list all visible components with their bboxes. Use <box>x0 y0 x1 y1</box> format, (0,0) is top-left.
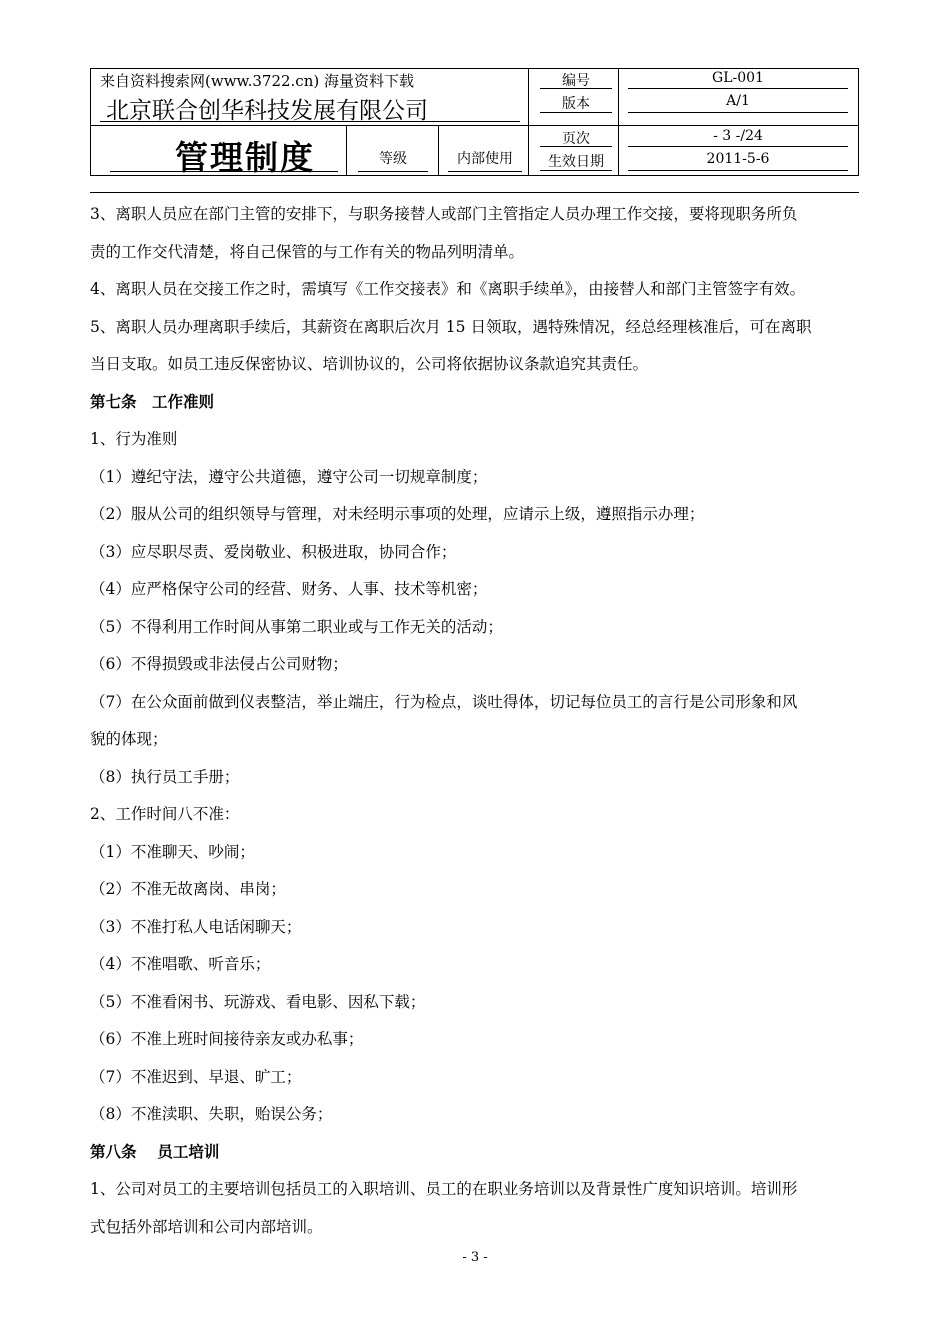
paragraph-line: 4、离职人员在交接工作之时，需填写《工作交接表》和《离职手续单》，由接替人和部门主管签字有效。 <box>90 280 806 298</box>
paragraph-line: （2）服从公司的组织领导与管理，对未经明示事项的处理，应请示上级，遵照指示办理； <box>90 505 705 523</box>
header-right-rule <box>858 68 859 176</box>
header-left-rule <box>90 68 91 176</box>
header-separator <box>90 192 859 193</box>
grade-underline <box>358 171 428 172</box>
version-value: A/1 <box>726 93 750 109</box>
section-heading-7: 第七条 工作准则 <box>90 392 215 411</box>
paragraph-line: 2、工作时间八不准： <box>90 805 240 823</box>
paragraph-line: （6）不得损毁或非法侵占公司财物； <box>90 655 348 673</box>
page-number: - 3 - <box>462 1250 488 1265</box>
paragraph-line: （7）在公众面前做到仪表整洁，举止端庄，行为检点，谈吐得体，切记每位员工的言行是公司形象和风 <box>90 692 798 711</box>
paragraph-line: （8）执行员工手册； <box>90 767 240 786</box>
paragraph-line: （4）应严格保守公司的经营、财务、人事、技术等机密； <box>90 580 488 598</box>
grade-label: 等级 <box>379 151 407 167</box>
paragraph-line: 貌的体现； <box>90 730 168 748</box>
section-heading-8: 第八条 员工培训 <box>90 1142 220 1161</box>
document-title: 管理制度 <box>175 138 315 177</box>
paragraph-line: （7）不准迟到、早退、旷工； <box>90 1067 302 1086</box>
paragraph-line: （5）不准看闲书、玩游戏、看电影、因私下载； <box>90 992 426 1011</box>
paragraph-line: 1、公司对员工的主要培训包括员工的入职培训、员工的在职业务培训以及背景性广度知识培训。培训形 <box>90 1180 798 1198</box>
value-underline-3 <box>628 146 848 147</box>
paragraph-line: 3、离职人员应在部门主管的安排下，与职务接替人或部门主管指定人员办理工作交接，要将现职务所负 <box>90 205 798 223</box>
paragraph-line: 1、行为准则 <box>90 430 178 448</box>
paragraph-line: 当日支取。如员工违反保密协议、培训协议的，公司将依据协议条款追究其责任。 <box>90 355 649 373</box>
grade-mid-vertical <box>438 125 439 175</box>
grade-value: 内部使用 <box>457 151 513 167</box>
source-note: 来自资料搜索网(www.3722.cn) 海量资料下载 <box>100 72 414 90</box>
paragraph-line: （8）不准渎职、失职，贻误公务； <box>90 1105 333 1123</box>
code-value: GL-001 <box>712 70 764 86</box>
header-mid-vertical <box>528 68 529 176</box>
date-label: 生效日期 <box>548 154 604 170</box>
company-name: 北京联合创华科技发展有限公司 <box>106 98 428 124</box>
paragraph-line: （6）不准上班时间接待亲友或办私事； <box>90 1030 364 1048</box>
grade-left-vertical <box>346 125 347 175</box>
header-middle-rule <box>90 125 859 126</box>
header-top-rule <box>90 68 859 69</box>
value-underline-2 <box>628 112 848 113</box>
paragraph-line: （5）不得利用工作时间从事第二职业或与工作无关的活动； <box>90 617 503 636</box>
header-label-vertical <box>618 68 619 176</box>
paragraph-line: 5、离职人员办理离职手续后，其薪资在离职后次月 15 日领取，遇特殊情况，经总经理核准后，可在离职 <box>90 317 812 336</box>
paragraph-line: （1）不准聊天、吵闹； <box>90 842 255 861</box>
paragraph-line: （2）不准无故离岗、串岗； <box>90 880 286 898</box>
paragraph-line: 责的工作交代清楚，将自己保管的与工作有关的物品列明清单。 <box>90 242 525 261</box>
version-label: 版本 <box>562 96 590 112</box>
paragraph-line: （3）应尽职尽责、爱岗敬业、积极进取，协同合作； <box>90 542 457 561</box>
body-content <box>90 196 860 1246</box>
code-label: 编号 <box>562 73 590 89</box>
paragraph-line: （1）遵纪守法，遵守公共道德，遵守公司一切规章制度； <box>90 467 488 486</box>
page-label: 页次 <box>562 131 590 147</box>
paragraph-line: （3）不准打私人电话闲聊天； <box>90 917 302 936</box>
value-underline-4 <box>628 170 848 171</box>
paragraph-line: 式包括外部培训和公司内部培训。 <box>90 1217 323 1236</box>
grade-value-underline <box>448 171 522 172</box>
value-underline-1 <box>628 88 848 89</box>
page-value: - 3 -/24 <box>713 128 763 144</box>
paragraph-line: （4）不准唱歌、听音乐； <box>90 955 271 973</box>
date-value: 2011-5-6 <box>706 151 770 167</box>
